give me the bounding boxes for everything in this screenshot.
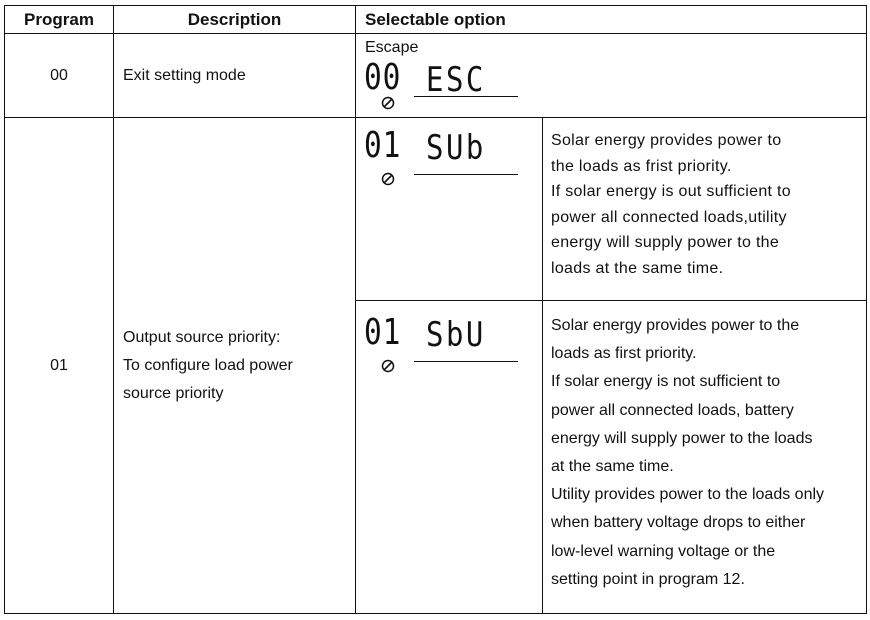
- lcd-underline: [414, 361, 518, 362]
- option-sub: [356, 118, 866, 300]
- lcd-program-code: 01: [364, 125, 402, 166]
- table-row: [5, 34, 867, 118]
- option-text-line: the loads as frist priority.: [551, 157, 732, 175]
- lcd-display: [356, 118, 543, 300]
- program-number: 00: [5, 34, 114, 118]
- wrench-icon: [381, 359, 395, 373]
- wrench-icon: [381, 172, 395, 186]
- option-sbu: [356, 300, 866, 613]
- table-header-row: [5, 6, 867, 34]
- lcd-display: [356, 58, 536, 114]
- option-text-line: low-level warning voltage or the: [551, 542, 776, 560]
- option-text-line: energy will supply power to the loads: [551, 429, 813, 447]
- option-description: [543, 118, 866, 300]
- lcd-display: [356, 301, 543, 613]
- selectable-option-cell: [356, 34, 867, 118]
- option-description: [543, 301, 866, 613]
- option-text-line: when battery voltage drops to either: [551, 514, 806, 532]
- option-text-line: power all connected loads,utility: [551, 208, 787, 226]
- header-description: Description: [114, 6, 356, 34]
- program-number: 01: [5, 118, 114, 614]
- lcd-program-code: 00: [364, 57, 402, 98]
- program-description: Exit setting mode: [114, 34, 356, 118]
- option-text-line: at the same time.: [551, 458, 674, 476]
- option-label: Escape: [365, 39, 419, 56]
- lcd-option-value: ESC: [426, 60, 486, 100]
- selectable-option-cell: [356, 118, 867, 614]
- table-row: [5, 118, 867, 614]
- lcd-underline: [414, 174, 518, 175]
- option-text-line: Utility provides power to the loads only: [551, 486, 825, 504]
- header-program: Program: [5, 6, 114, 34]
- option-text-line: loads as first priority.: [551, 345, 697, 363]
- option-text-line: Solar energy provides power to: [551, 132, 782, 149]
- option-text-line: power all connected loads, battery: [551, 401, 794, 419]
- option-text-line: energy will supply power to the: [551, 234, 780, 251]
- description-line: Output source priority:: [123, 328, 281, 346]
- program-description: [114, 118, 356, 614]
- description-line: To configure load power: [123, 356, 293, 374]
- description-line: source priority: [123, 384, 224, 402]
- settings-table: [4, 5, 867, 614]
- lcd-option-value: SbU: [426, 315, 486, 355]
- option-text-line: setting point in program 12.: [551, 570, 745, 588]
- lcd-program-code: 01: [364, 312, 402, 353]
- lcd-underline: [414, 96, 518, 97]
- wrench-icon: [381, 96, 395, 110]
- lcd-option-value: SUb: [426, 128, 486, 168]
- option-text-line: If solar energy is not sufficient to: [551, 373, 781, 391]
- header-selectable-option: Selectable option: [356, 6, 867, 34]
- option-text-line: Solar energy provides power to the: [551, 317, 800, 334]
- option-text-line: loads at the same time.: [551, 259, 724, 277]
- option-text-line: If solar energy is out sufficient to: [551, 183, 791, 200]
